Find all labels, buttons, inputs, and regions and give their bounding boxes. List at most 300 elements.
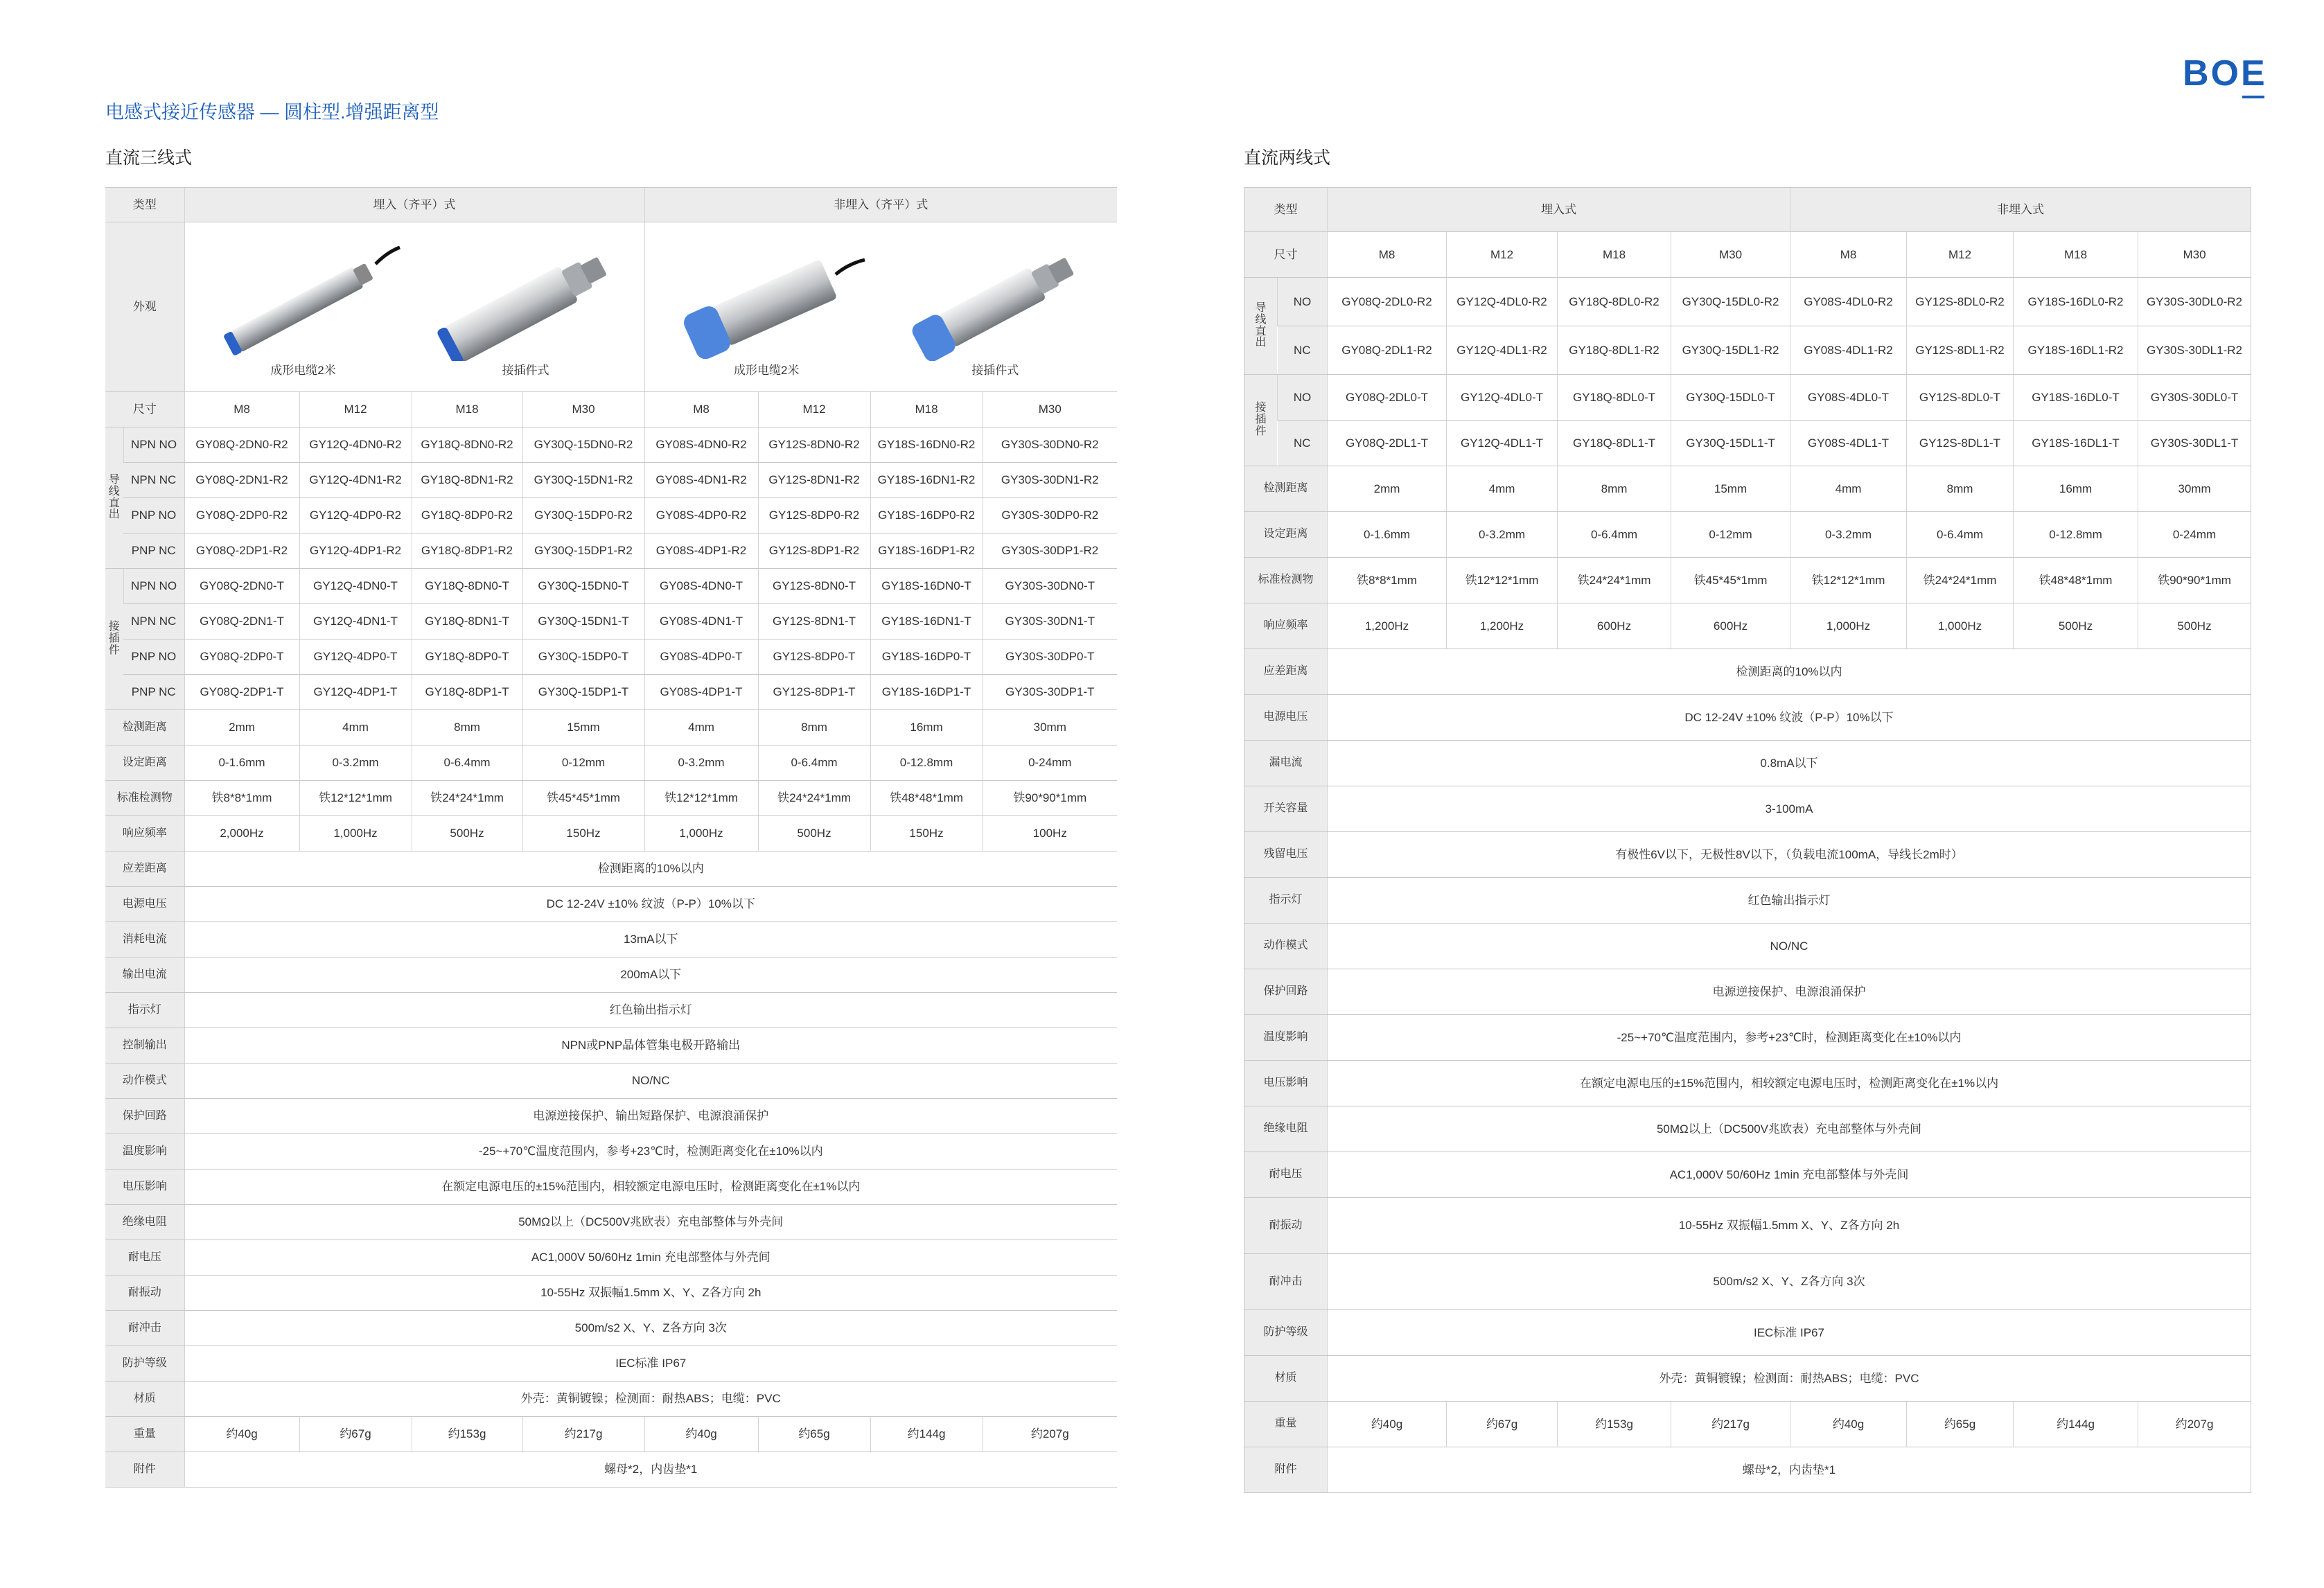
plug-rows-row bbox=[105, 569, 1117, 604]
spec-value-cell: 1,000Hz bbox=[644, 816, 758, 852]
model-code-cell: GY30Q-15DL0-R2 bbox=[1671, 278, 1790, 326]
size-cell: M30 bbox=[1671, 232, 1790, 278]
model-code-cell: GY12Q-4DL0-R2 bbox=[1447, 278, 1558, 326]
spec-label: 耐电压 bbox=[1244, 1152, 1328, 1198]
output-type-label: NPN NC bbox=[123, 604, 184, 639]
spec-label: 输出电流 bbox=[105, 958, 184, 993]
type-header: 类型 bbox=[105, 188, 184, 222]
model-code-cell: GY30S-30DN0-T bbox=[983, 569, 1117, 604]
model-code-cell: GY30Q-15DP1-R2 bbox=[522, 533, 644, 569]
model-code-cell: GY18S-16DP0-R2 bbox=[870, 498, 983, 533]
weight-cell: 约153g bbox=[1558, 1402, 1671, 1447]
output-type-label: NC bbox=[1278, 326, 1328, 375]
spec-value-cell: 铁90*90*1mm bbox=[2138, 558, 2251, 603]
model-code-cell: GY30S-30DP1-T bbox=[983, 675, 1117, 710]
group-label-char: 导 bbox=[108, 473, 120, 486]
model-code-cell: GY12Q-4DN1-T bbox=[299, 604, 412, 639]
spec-label: 检测距离 bbox=[105, 710, 184, 746]
weight-cell: 约144g bbox=[870, 1417, 983, 1452]
spec-value: 13mA以下 bbox=[184, 922, 1117, 958]
group-label-char: 直 bbox=[1255, 325, 1267, 337]
accessory-label: 附件 bbox=[1244, 1447, 1328, 1493]
spec-value-cell: 1,000Hz bbox=[1907, 603, 2014, 649]
model-code-cell: GY12Q-4DN0-T bbox=[299, 569, 412, 604]
spec-value: 红色输出指示灯 bbox=[184, 993, 1117, 1028]
spec-value: 500m/s2 X、Y、Z各方向 3次 bbox=[1328, 1254, 2251, 1310]
group-label-char: 直 bbox=[108, 497, 120, 509]
type-header: 类型 bbox=[1244, 188, 1328, 232]
spec-value-cell: 0-12mm bbox=[1671, 512, 1790, 558]
accessory-label: 附件 bbox=[105, 1452, 184, 1488]
spec-label: 耐冲击 bbox=[1244, 1254, 1328, 1310]
spec-label: 设定距离 bbox=[1244, 512, 1328, 558]
model-code-cell: GY18Q-8DL0-T bbox=[1558, 375, 1671, 421]
size-cell: M18 bbox=[412, 392, 522, 427]
model-code-cell: GY30S-30DN0-R2 bbox=[983, 427, 1117, 463]
model-code-cell: GY08Q-2DL1-T bbox=[1328, 421, 1447, 466]
spec-row bbox=[105, 816, 1117, 852]
spec-row bbox=[105, 852, 1117, 887]
spec-value-cell: 铁12*12*1mm bbox=[644, 781, 758, 816]
model-code-cell: GY30S-30DL1-T bbox=[2138, 421, 2251, 466]
group-label-char: 接 bbox=[108, 621, 120, 633]
size-cell: M12 bbox=[299, 392, 412, 427]
model-code-cell: GY08S-4DN1-T bbox=[644, 604, 758, 639]
spec-value-cell: 600Hz bbox=[1671, 603, 1790, 649]
model-code-cell: GY08Q-2DN0-R2 bbox=[184, 427, 299, 463]
spec-label: 动作模式 bbox=[1244, 924, 1328, 969]
spec-row bbox=[105, 1134, 1117, 1170]
output-type-label: NPN NO bbox=[123, 569, 184, 604]
spec-value-cell: 4mm bbox=[299, 710, 412, 746]
model-code-cell: GY08Q-2DN1-R2 bbox=[184, 463, 299, 498]
spec-value: NO/NC bbox=[184, 1064, 1117, 1099]
model-code-cell: GY12S-8DN0-T bbox=[758, 569, 870, 604]
spec-row bbox=[1244, 1152, 2251, 1198]
left-plug-group bbox=[105, 569, 1117, 710]
spec-value-cell: 铁45*45*1mm bbox=[1671, 558, 1790, 603]
model-code-cell: GY30S-30DL1-R2 bbox=[2138, 326, 2251, 375]
spec-row bbox=[1244, 603, 2251, 649]
spec-value-cell: 600Hz bbox=[1558, 603, 1671, 649]
spec-value-cell: 4mm bbox=[1790, 466, 1907, 512]
model-code-cell: GY12Q-4DL1-T bbox=[1447, 421, 1558, 466]
spec-row bbox=[105, 1346, 1117, 1382]
spec-value: -25~+70℃温度范围内，参考+23℃时，检测距离变化在±10%以内 bbox=[184, 1134, 1117, 1170]
wire-rows-row bbox=[105, 498, 1117, 533]
spec-value: 500m/s2 X、Y、Z各方向 3次 bbox=[184, 1311, 1117, 1346]
spec-value-cell: 2mm bbox=[1328, 466, 1447, 512]
model-code-cell: GY30Q-15DP0-T bbox=[522, 639, 644, 675]
model-code-cell: GY12S-8DN0-R2 bbox=[758, 427, 870, 463]
spec-value-cell: 0-3.2mm bbox=[299, 746, 412, 781]
spec-label: 防护等级 bbox=[1244, 1310, 1328, 1356]
model-code-cell: GY18Q-8DN0-R2 bbox=[412, 427, 522, 463]
size-cell: M18 bbox=[870, 392, 983, 427]
spec-value-cell: 铁90*90*1mm bbox=[983, 781, 1117, 816]
spec-value: 电源逆接保护、输出短路保护、电源浪涌保护 bbox=[184, 1099, 1117, 1134]
wire-rows-row bbox=[1244, 326, 2251, 375]
spec-row bbox=[1244, 558, 2251, 603]
output-type-label: NO bbox=[1278, 375, 1328, 421]
spec-label: 电源电压 bbox=[105, 887, 184, 922]
spec-label: 电源电压 bbox=[1244, 695, 1328, 741]
spec-label: 电压影响 bbox=[1244, 1061, 1328, 1106]
three-wire-spec-table bbox=[105, 187, 1117, 1488]
spec-value-cell: 1,000Hz bbox=[1790, 603, 1907, 649]
accessory-value: 螺母*2，内齿垫*1 bbox=[184, 1452, 1117, 1488]
model-code-cell: GY08Q-2DL0-T bbox=[1328, 375, 1447, 421]
spec-row bbox=[1244, 1015, 2251, 1061]
weight-cell: 约217g bbox=[522, 1417, 644, 1452]
model-code-cell: GY08S-4DL1-R2 bbox=[1790, 326, 1907, 375]
appearance-header: 外观 bbox=[105, 222, 184, 392]
spec-value-cell: 铁24*24*1mm bbox=[1558, 558, 1671, 603]
spec-row bbox=[105, 1099, 1117, 1134]
spec-value: 外壳：黄铜镀镍；检测面：耐热ABS；电缆：PVC bbox=[1328, 1356, 2251, 1402]
weight-label: 重量 bbox=[1244, 1402, 1328, 1447]
model-code-cell: GY30S-30DN1-R2 bbox=[983, 463, 1117, 498]
plug-rows-row bbox=[105, 604, 1117, 639]
model-code-cell: GY08Q-2DN1-T bbox=[184, 604, 299, 639]
spec-row bbox=[105, 922, 1117, 958]
spec-label: 响应频率 bbox=[105, 816, 184, 852]
spec-value-cell: 铁12*12*1mm bbox=[299, 781, 412, 816]
model-code-cell: GY08S-4DP0-R2 bbox=[644, 498, 758, 533]
spec-row bbox=[105, 1240, 1117, 1276]
spec-value-cell: 16mm bbox=[2014, 466, 2138, 512]
spec-value-cell: 0-6.4mm bbox=[1907, 512, 2014, 558]
model-code-cell: GY08S-4DP1-R2 bbox=[644, 533, 758, 569]
group-label-char: 件 bbox=[108, 644, 120, 656]
model-code-cell: GY18Q-8DL1-T bbox=[1558, 421, 1671, 466]
model-code-cell: GY18Q-8DL0-R2 bbox=[1558, 278, 1671, 326]
spec-label: 响应频率 bbox=[1244, 603, 1328, 649]
spec-row bbox=[105, 781, 1117, 816]
section-title-three-wire: 直流三线式 bbox=[105, 148, 193, 168]
nonflush-header: 非埋入式 bbox=[1790, 188, 2251, 232]
spec-value-cell: 0-12.8mm bbox=[2014, 512, 2138, 558]
spec-value-cell: 4mm bbox=[644, 710, 758, 746]
model-code-cell: GY12Q-4DL1-R2 bbox=[1447, 326, 1558, 375]
model-code-cell: GY30Q-15DN0-R2 bbox=[522, 427, 644, 463]
output-type-label: PNP NC bbox=[123, 675, 184, 710]
spec-value: NPN或PNP晶体管集电极开路输出 bbox=[184, 1028, 1117, 1064]
caption-connector: 接插件式 bbox=[502, 364, 549, 378]
spec-value-cell: 8mm bbox=[412, 710, 522, 746]
model-code-cell: GY12S-8DP1-T bbox=[758, 675, 870, 710]
spec-label: 电压影响 bbox=[105, 1170, 184, 1205]
size-cell: M18 bbox=[2014, 232, 2138, 278]
spec-row bbox=[1244, 1198, 2251, 1254]
spec-row bbox=[1244, 1356, 2251, 1402]
caption-cable-nonflush: 成形电缆2米 bbox=[734, 364, 800, 378]
nonflush-cable-sensor-image bbox=[662, 236, 870, 361]
size-cell: M8 bbox=[184, 392, 299, 427]
model-code-cell: GY30S-30DL0-R2 bbox=[2138, 278, 2251, 326]
spec-value-cell: 500Hz bbox=[2138, 603, 2251, 649]
model-code-cell: GY12S-8DN1-T bbox=[758, 604, 870, 639]
model-code-cell: GY18S-16DN1-T bbox=[870, 604, 983, 639]
group-label-char: 出 bbox=[1255, 337, 1267, 349]
spec-value-cell: 铁48*48*1mm bbox=[2014, 558, 2138, 603]
spec-value-cell: 2mm bbox=[184, 710, 299, 746]
spec-value-cell: 30mm bbox=[2138, 466, 2251, 512]
spec-label: 消耗电流 bbox=[105, 922, 184, 958]
model-code-cell: GY08Q-2DL0-R2 bbox=[1328, 278, 1447, 326]
model-code-cell: GY30Q-15DN1-T bbox=[522, 604, 644, 639]
grp-wire-label bbox=[1244, 278, 1278, 375]
size-cell: M12 bbox=[758, 392, 870, 427]
spec-value-cell: 100Hz bbox=[983, 816, 1117, 852]
spec-value-cell: 16mm bbox=[870, 710, 983, 746]
spec-row bbox=[105, 1205, 1117, 1240]
model-code-cell: GY08S-4DL0-R2 bbox=[1790, 278, 1907, 326]
left-wire-group bbox=[105, 427, 1117, 569]
weight-cell: 约40g bbox=[1328, 1402, 1447, 1447]
model-code-cell: GY08Q-2DP0-R2 bbox=[184, 498, 299, 533]
spec-label: 保护回路 bbox=[1244, 969, 1328, 1015]
spec-value-cell: 1,200Hz bbox=[1328, 603, 1447, 649]
wire-rows-row bbox=[105, 463, 1117, 498]
spec-value-cell: 150Hz bbox=[870, 816, 983, 852]
weight-cell: 约207g bbox=[2138, 1402, 2251, 1447]
size-header: 尺寸 bbox=[1244, 232, 1328, 278]
spec-value-cell: 0-12mm bbox=[522, 746, 644, 781]
spec-value-cell: 0-6.4mm bbox=[758, 746, 870, 781]
spec-row bbox=[1244, 1106, 2251, 1152]
spec-label: 设定距离 bbox=[105, 746, 184, 781]
spec-value: 外壳：黄铜镀镍；检测面：耐热ABS；电缆：PVC bbox=[184, 1382, 1117, 1417]
spec-label: 动作模式 bbox=[105, 1064, 184, 1099]
spec-value-cell: 0-3.2mm bbox=[1447, 512, 1558, 558]
spec-label: 开关容量 bbox=[1244, 786, 1328, 832]
size-cell: M8 bbox=[1328, 232, 1447, 278]
model-code-cell: GY18Q-8DN1-T bbox=[412, 604, 522, 639]
spec-row bbox=[105, 1276, 1117, 1311]
spec-value-cell: 15mm bbox=[1671, 466, 1790, 512]
group-label-char: 出 bbox=[108, 509, 120, 521]
size-cell: M18 bbox=[1558, 232, 1671, 278]
model-code-cell: GY18S-16DN1-R2 bbox=[870, 463, 983, 498]
model-code-cell: GY18S-16DP1-R2 bbox=[870, 533, 983, 569]
nonflush-header: 非埋入（齐平）式 bbox=[644, 188, 1117, 222]
flush-header: 埋入式 bbox=[1328, 188, 1790, 232]
plug-rows-row bbox=[105, 675, 1117, 710]
output-type-label: PNP NO bbox=[123, 498, 184, 533]
spec-value: 200mA以下 bbox=[184, 958, 1117, 993]
wire-rows-row bbox=[105, 533, 1117, 569]
spec-value-cell: 铁12*12*1mm bbox=[1447, 558, 1558, 603]
spec-value: 3-100mA bbox=[1328, 786, 2251, 832]
spec-label: 耐振动 bbox=[105, 1276, 184, 1311]
flush-cable-sensor bbox=[193, 236, 412, 378]
weight-cell: 约40g bbox=[1790, 1402, 1907, 1447]
spec-value-cell: 1,200Hz bbox=[1447, 603, 1558, 649]
spec-value: 在额定电源电压的±15%范围内，相较额定电源电压时，检测距离变化在±1%以内 bbox=[184, 1170, 1117, 1205]
nonflush-cable-sensor bbox=[654, 236, 879, 378]
right-multi-rows bbox=[1244, 466, 2251, 649]
spec-row bbox=[105, 887, 1117, 922]
weight-cell: 约153g bbox=[412, 1417, 522, 1452]
spec-value: -25~+70℃温度范围内，参考+23℃时，检测距离变化在±10%以内 bbox=[1328, 1015, 2251, 1061]
spec-row bbox=[105, 1170, 1117, 1205]
group-label-char: 接 bbox=[1255, 402, 1267, 414]
spec-row bbox=[105, 1382, 1117, 1417]
model-code-cell: GY12Q-4DP0-T bbox=[299, 639, 412, 675]
output-type-label: PNP NO bbox=[123, 639, 184, 675]
nonflush-connector-sensor-image bbox=[891, 236, 1099, 361]
spec-value-cell: 铁45*45*1mm bbox=[522, 781, 644, 816]
right-span-rows bbox=[1244, 649, 2251, 1402]
spec-label: 指示灯 bbox=[1244, 878, 1328, 924]
grp-wire-label bbox=[105, 427, 123, 569]
group-label-char: 导 bbox=[1255, 301, 1267, 314]
spec-row bbox=[1244, 741, 2251, 786]
spec-value-cell: 500Hz bbox=[758, 816, 870, 852]
model-code-cell: GY30S-30DP0-T bbox=[983, 639, 1117, 675]
spec-value-cell: 4mm bbox=[1447, 466, 1558, 512]
section-title-two-wire: 直流两线式 bbox=[1244, 148, 1331, 168]
spec-row bbox=[105, 746, 1117, 781]
output-type-label: NPN NO bbox=[123, 427, 184, 463]
spec-label: 耐冲击 bbox=[105, 1311, 184, 1346]
spec-value-cell: 0-12.8mm bbox=[870, 746, 983, 781]
model-code-cell: GY12S-8DP0-T bbox=[758, 639, 870, 675]
spec-row bbox=[105, 1311, 1117, 1346]
model-code-cell: GY12Q-4DP1-R2 bbox=[299, 533, 412, 569]
spec-value-cell: 0-6.4mm bbox=[412, 746, 522, 781]
spec-value-cell: 0-3.2mm bbox=[644, 746, 758, 781]
spec-value: DC 12-24V ±10% 纹波（P-P）10%以下 bbox=[184, 887, 1117, 922]
model-code-cell: GY30Q-15DP1-T bbox=[522, 675, 644, 710]
spec-label: 绝缘电阻 bbox=[1244, 1106, 1328, 1152]
model-code-cell: GY18Q-8DN0-T bbox=[412, 569, 522, 604]
group-label-char: 件 bbox=[1255, 425, 1267, 437]
model-code-cell: GY18Q-8DP0-R2 bbox=[412, 498, 522, 533]
flush-header: 埋入（齐平）式 bbox=[184, 188, 644, 222]
model-code-cell: GY12S-8DL0-T bbox=[1907, 375, 2014, 421]
spec-value: AC1,000V 50/60Hz 1min 充电部整体与外壳间 bbox=[1328, 1152, 2251, 1198]
spec-value: 10-55Hz 双振幅1.5mm X、Y、Z各方向 2h bbox=[184, 1276, 1117, 1311]
caption-cable: 成形电缆2米 bbox=[270, 364, 336, 378]
model-code-cell: GY30S-30DN1-T bbox=[983, 604, 1117, 639]
model-code-cell: GY08Q-2DP1-R2 bbox=[184, 533, 299, 569]
model-code-cell: GY18S-16DL1-T bbox=[2014, 421, 2138, 466]
spec-value-cell: 500Hz bbox=[2014, 603, 2138, 649]
weight-cell: 约65g bbox=[758, 1417, 870, 1452]
wire-rows-row bbox=[105, 427, 1117, 463]
group-label-char: 插 bbox=[108, 633, 120, 645]
spec-value-cell: 0-3.2mm bbox=[1790, 512, 1907, 558]
spec-label: 材质 bbox=[105, 1382, 184, 1417]
spec-row bbox=[105, 710, 1117, 746]
size-header: 尺寸 bbox=[105, 392, 184, 427]
size-cell: M12 bbox=[1907, 232, 2014, 278]
spec-value-cell: 0-24mm bbox=[983, 746, 1117, 781]
spec-row bbox=[1244, 832, 2251, 878]
spec-label: 漏电流 bbox=[1244, 741, 1328, 786]
model-code-cell: GY30Q-15DL0-T bbox=[1671, 375, 1790, 421]
model-code-cell: GY30S-30DP1-R2 bbox=[983, 533, 1117, 569]
weight-cell: 约67g bbox=[1447, 1402, 1558, 1447]
spec-label: 耐振动 bbox=[1244, 1198, 1328, 1254]
model-code-cell: GY08S-4DN1-R2 bbox=[644, 463, 758, 498]
spec-value-cell: 铁12*12*1mm bbox=[1790, 558, 1907, 603]
model-code-cell: GY08Q-2DP1-T bbox=[184, 675, 299, 710]
spec-row bbox=[105, 993, 1117, 1028]
model-code-cell: GY18Q-8DN1-R2 bbox=[412, 463, 522, 498]
spec-value-cell: 0-6.4mm bbox=[1558, 512, 1671, 558]
spec-value: 有极性6V以下，无极性8V以下，（负载电流100mA，导线长2m时） bbox=[1328, 832, 2251, 878]
spec-value: AC1,000V 50/60Hz 1min 充电部整体与外壳间 bbox=[184, 1240, 1117, 1276]
spec-row bbox=[1244, 1061, 2251, 1106]
spec-row bbox=[1244, 786, 2251, 832]
spec-label: 检测距离 bbox=[1244, 466, 1328, 512]
spec-value: 50MΩ以上（DC500V兆欧表）充电部整体与外壳间 bbox=[184, 1205, 1117, 1240]
plug-rows-row bbox=[105, 639, 1117, 675]
spec-value-cell: 铁48*48*1mm bbox=[870, 781, 983, 816]
model-code-cell: GY18S-16DP0-T bbox=[870, 639, 983, 675]
model-code-cell: GY30Q-15DL1-R2 bbox=[1671, 326, 1790, 375]
spec-row bbox=[1244, 1254, 2251, 1310]
spec-label: 温度影响 bbox=[105, 1134, 184, 1170]
model-code-cell: GY12S-8DN1-R2 bbox=[758, 463, 870, 498]
flush-connector-sensor-image bbox=[422, 236, 630, 361]
grp-plug-label bbox=[1244, 375, 1278, 466]
spec-label: 防护等级 bbox=[105, 1346, 184, 1382]
flush-cable-sensor-image bbox=[199, 236, 407, 361]
model-code-cell: GY12S-8DL1-R2 bbox=[1907, 326, 2014, 375]
model-code-cell: GY08S-4DN0-T bbox=[644, 569, 758, 604]
model-code-cell: GY12S-8DP1-R2 bbox=[758, 533, 870, 569]
spec-row bbox=[1244, 466, 2251, 512]
model-code-cell: GY08S-4DL0-T bbox=[1790, 375, 1907, 421]
spec-value: 检测距离的10%以内 bbox=[1328, 649, 2251, 695]
model-code-cell: GY18S-16DL0-R2 bbox=[2014, 278, 2138, 326]
spec-value-cell: 铁24*24*1mm bbox=[1907, 558, 2014, 603]
left-multi-rows bbox=[105, 710, 1117, 852]
spec-value-cell: 0-1.6mm bbox=[184, 746, 299, 781]
spec-label: 指示灯 bbox=[105, 993, 184, 1028]
weight-cell: 约65g bbox=[1907, 1402, 2014, 1447]
model-code-cell: GY30Q-15DN0-T bbox=[522, 569, 644, 604]
spec-value-cell: 8mm bbox=[758, 710, 870, 746]
model-code-cell: GY30S-30DL0-T bbox=[2138, 375, 2251, 421]
model-code-cell: GY12Q-4DN0-R2 bbox=[299, 427, 412, 463]
weight-cell: 约67g bbox=[299, 1417, 412, 1452]
weight-label: 重量 bbox=[105, 1417, 184, 1452]
spec-value: IEC标准 IP67 bbox=[1328, 1310, 2251, 1356]
model-code-cell: GY18Q-8DP1-T bbox=[412, 675, 522, 710]
model-code-cell: GY12Q-4DL0-T bbox=[1447, 375, 1558, 421]
spec-value-cell: 铁8*8*1mm bbox=[1328, 558, 1447, 603]
spec-label: 应差距离 bbox=[1244, 649, 1328, 695]
model-code-cell: GY30Q-15DN1-R2 bbox=[522, 463, 644, 498]
accessory-value: 螺母*2，内齿垫*1 bbox=[1328, 1447, 2251, 1493]
model-code-cell: GY18S-16DL1-R2 bbox=[2014, 326, 2138, 375]
spec-row bbox=[1244, 695, 2251, 741]
right-plug-group bbox=[1244, 375, 2251, 466]
flush-connector-sensor bbox=[416, 236, 635, 378]
model-code-cell: GY08S-4DP1-T bbox=[644, 675, 758, 710]
spec-value: NO/NC bbox=[1328, 924, 2251, 969]
model-code-cell: GY18Q-8DP1-R2 bbox=[412, 533, 522, 569]
spec-label: 绝缘电阻 bbox=[105, 1205, 184, 1240]
wire-rows-row bbox=[1244, 278, 2251, 326]
model-code-cell: GY08S-4DL1-T bbox=[1790, 421, 1907, 466]
grp-plug-label bbox=[105, 569, 123, 710]
